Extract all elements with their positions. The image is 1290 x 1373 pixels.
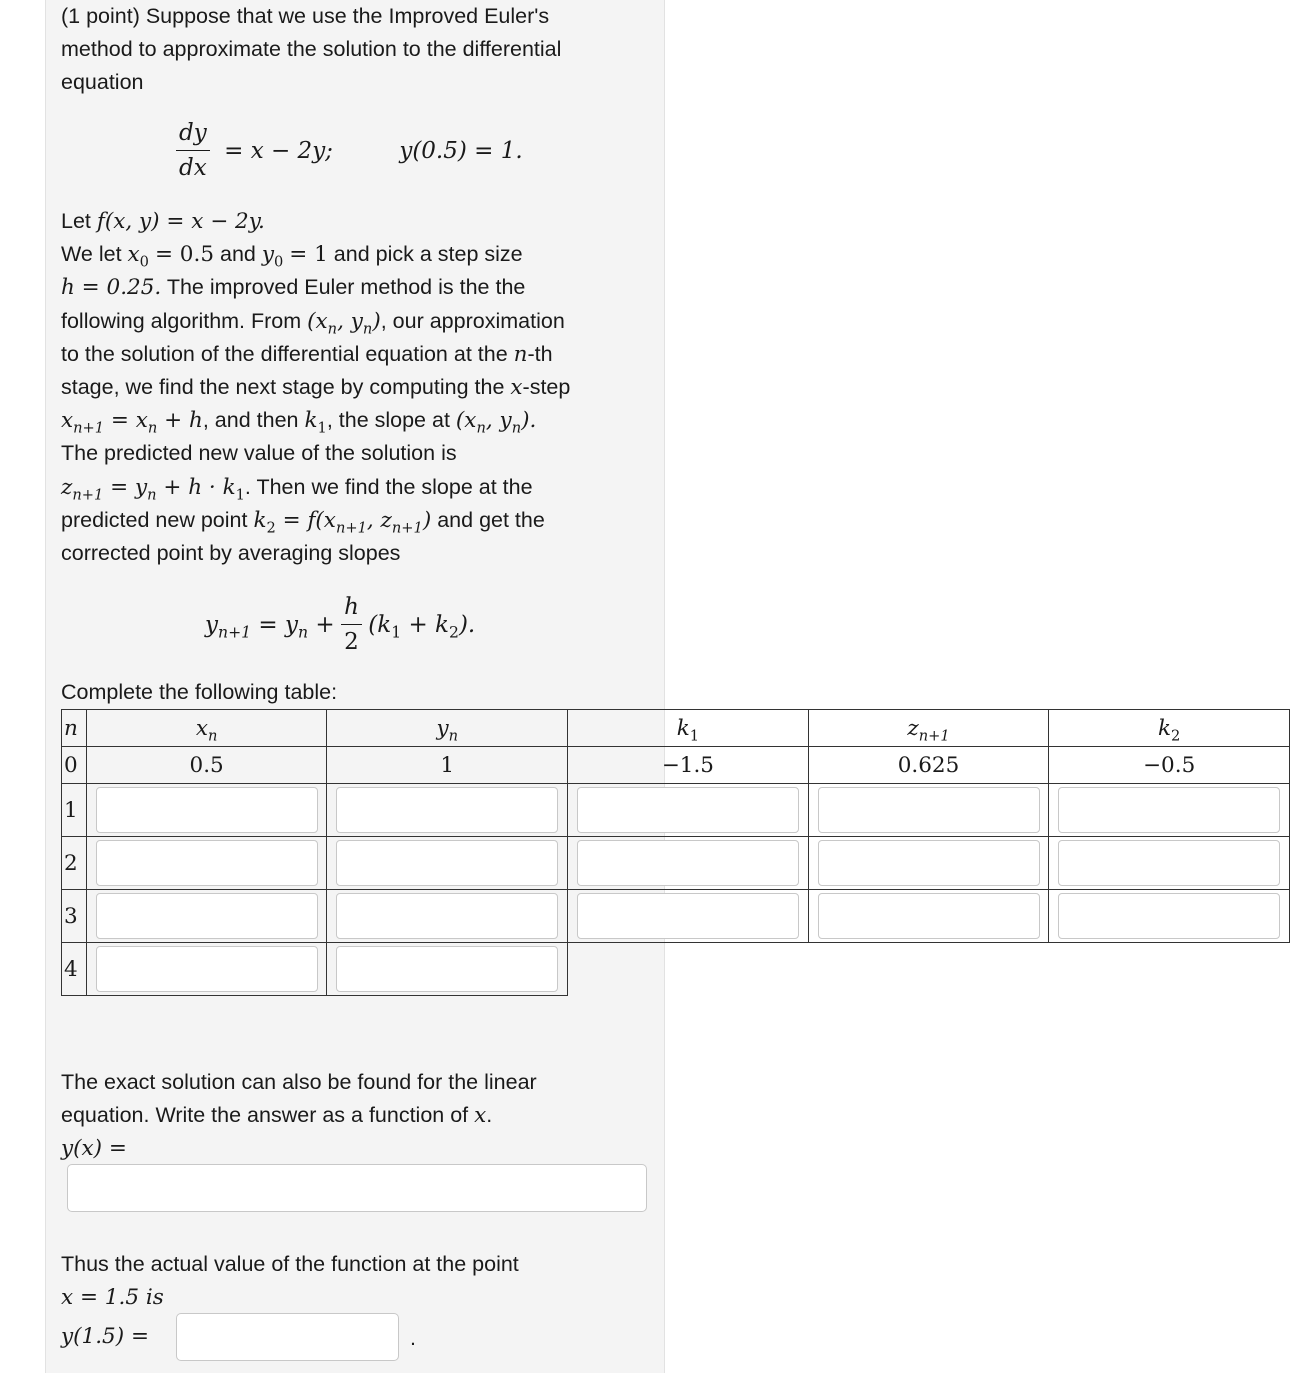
- exact-line-2: equation. Write the answer as a function of x.: [61, 1103, 493, 1129]
- actual-x-value: x = 1.5 is: [61, 1285, 164, 1311]
- header-k2: $k_2$: [1049, 710, 1290, 747]
- x-step-line: $x_{n+1} = x_n + h$, and then $k_1$, the slope at ($x_n$, $y_n$).: [61, 408, 537, 437]
- header-xn: $x_n$: [86, 710, 327, 747]
- k1-row3-input[interactable]: [577, 893, 799, 939]
- header-yn: $y_n$: [327, 710, 568, 747]
- exact-label: y(x) =: [61, 1136, 127, 1162]
- initial-values-line: We let $x_0 = 0.5$ and $y_0 = 1$ and pick a step size: [61, 242, 523, 271]
- table-row: [62, 837, 1290, 890]
- row-n: 4: [62, 943, 87, 996]
- header-k1: $k_1$: [568, 710, 809, 747]
- fraction-numerator: dy: [176, 116, 210, 151]
- z3-input[interactable]: [818, 840, 1040, 886]
- table-row: [62, 943, 1290, 996]
- row-n: 1: [62, 784, 87, 837]
- corrector-rhs: $(k_1 + k_2)$.: [368, 611, 476, 642]
- cell-zn1: 0.625: [808, 747, 1049, 784]
- k2-row3-input[interactable]: [1058, 893, 1280, 939]
- actual-line-1: Thus the actual value of the function at the point: [61, 1252, 519, 1276]
- y2-input[interactable]: [336, 840, 558, 886]
- step-size: h = 0.25.: [61, 275, 162, 301]
- x1-input[interactable]: [96, 787, 318, 833]
- corrector-equation: [205, 590, 475, 659]
- table-instruction: Complete the following table:: [61, 680, 338, 704]
- k2-row1-input[interactable]: [1058, 787, 1280, 833]
- table-row: [62, 747, 1290, 784]
- fraction-numerator: h: [341, 590, 362, 625]
- initial-condition: y(0.5) = 1.: [399, 137, 523, 164]
- y3-input[interactable]: [336, 893, 558, 939]
- z2-input[interactable]: [818, 787, 1040, 833]
- solution-line: to the solution of the differential equation at the n-th: [61, 341, 553, 367]
- x3-input[interactable]: [96, 893, 318, 939]
- actual-label: y(1.5) =: [61, 1324, 149, 1349]
- row-n: 3: [62, 890, 87, 943]
- k2-row2-input[interactable]: [1058, 840, 1280, 886]
- k1-row1-input[interactable]: [577, 787, 799, 833]
- z4-input[interactable]: [818, 893, 1040, 939]
- method-description: [61, 205, 641, 570]
- table-header-row: [62, 710, 1290, 747]
- cell-k1: −1.5: [568, 747, 809, 784]
- y1-input[interactable]: [336, 787, 558, 833]
- stage-line: stage, we find the next stage by computing the x-step: [61, 375, 571, 401]
- table-row: [62, 890, 1290, 943]
- actual-value-input[interactable]: [176, 1313, 399, 1361]
- header-zn1: $z_{n+1}$: [808, 710, 1049, 747]
- h-over-2-fraction: [341, 590, 362, 659]
- intro-line-2: method to approximate the solution to the differential: [61, 37, 562, 62]
- cell-yn: 1: [327, 747, 568, 784]
- actual-value-section: [61, 1248, 641, 1314]
- corrector-lhs: $y_{n+1} = y_n$ +: [205, 611, 335, 642]
- euler-table: [61, 709, 1290, 996]
- k1-row2-input[interactable]: [577, 840, 799, 886]
- header-n: n: [62, 710, 87, 747]
- y4-input[interactable]: [336, 946, 558, 992]
- fraction-denominator: dx: [179, 155, 207, 181]
- x2-input[interactable]: [96, 840, 318, 886]
- row-n: 0: [62, 747, 87, 784]
- table-row: [62, 784, 1290, 837]
- intro-paragraph: [61, 0, 561, 100]
- cell-xn: 0.5: [86, 747, 327, 784]
- row-n: 2: [62, 837, 87, 890]
- differential-equation: [176, 116, 523, 185]
- exact-solution-input[interactable]: [67, 1164, 647, 1212]
- algorithm-line: following algorithm. From ($x_n$, $y_n$), our approximation: [61, 308, 565, 337]
- predictor-line: $z_{n+1} = y_n + h \cdot k_1$. Then we find the slope at the: [61, 474, 533, 503]
- cell-k2: −0.5: [1049, 747, 1290, 784]
- step-size-line: h = 0.25. The improved Euler method is the the: [61, 275, 526, 301]
- intro-line-3: equation: [61, 70, 144, 95]
- predicted-line: The predicted new value of the solution is: [61, 441, 457, 466]
- let-line: Let f(x, y) = x − 2y.: [61, 209, 265, 234]
- dy-dx-fraction: [176, 116, 210, 185]
- fraction-denominator: 2: [344, 629, 359, 655]
- intro-line-1: (1 point) Suppose that we use the Improved Euler's: [61, 4, 550, 28]
- equation-rhs: = x − 2y;: [224, 137, 333, 164]
- predicted-point-line: predicted new point $k_2 = f(x_{n+1}$, $z_{n+1}$) and get the: [61, 507, 545, 537]
- f-definition: f(x, y) = x − 2y.: [96, 209, 265, 234]
- x4-input[interactable]: [96, 946, 318, 992]
- corrected-line: corrected point by averaging slopes: [61, 541, 401, 566]
- exact-line-1: The exact solution can also be found for the linear: [61, 1070, 537, 1094]
- exact-solution-section: [61, 1066, 641, 1166]
- trailing-period: .: [410, 1326, 416, 1350]
